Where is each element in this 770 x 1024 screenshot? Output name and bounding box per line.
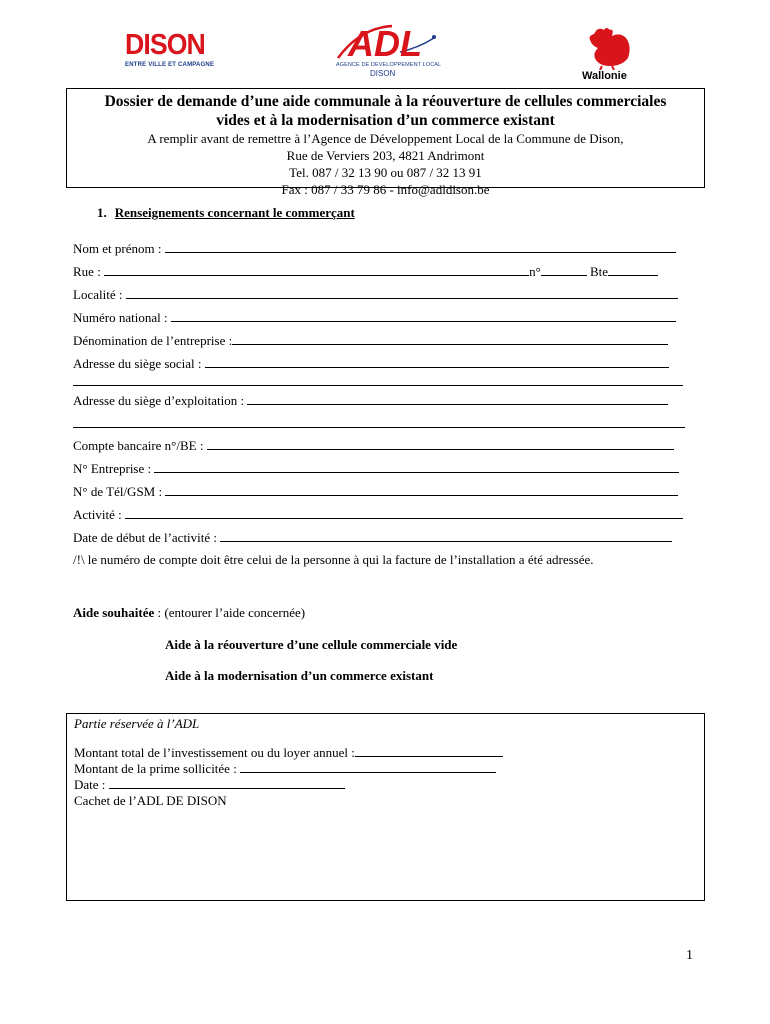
field-activite-input[interactable]	[125, 508, 683, 519]
field-montant-total-label: Montant total de l’investissement ou du loyer annuel :	[74, 745, 355, 760]
field-rue	[73, 264, 658, 280]
field-siege-exploitation-line2[interactable]	[73, 427, 685, 428]
page-number: 1	[686, 948, 693, 963]
field-nom-input[interactable]	[165, 242, 676, 253]
subtitle-line2: Rue de Verviers 203, 4821 Andrimont	[286, 148, 485, 163]
field-tel-input[interactable]	[165, 485, 678, 496]
field-date-input[interactable]	[109, 778, 345, 789]
field-siege-exploitation-input[interactable]	[247, 394, 668, 405]
field-localite-input[interactable]	[126, 288, 678, 299]
aide-option-modernisation[interactable]: Aide à la modernisation d’un commerce existant	[165, 668, 434, 683]
section-heading	[97, 205, 355, 221]
field-date-debut	[73, 530, 672, 546]
rooster-icon	[580, 24, 640, 70]
aide-souhaitee	[73, 605, 305, 621]
adl-logo-line1: AGENCE DE DEVELOPPEMENT LOCAL	[336, 62, 442, 68]
field-siege-exploitation-label: Adresse du siège d’exploitation :	[73, 393, 245, 408]
field-denomination	[73, 333, 668, 349]
field-denomination-input[interactable]	[232, 334, 668, 345]
field-entreprise	[73, 461, 679, 477]
subtitle-line4: Fax : 087 / 33 79 86 - info@adldison.be	[281, 182, 490, 197]
adl-logo-line2: DISON	[370, 69, 396, 78]
field-prime	[74, 761, 496, 777]
field-prime-label: Montant de la prime sollicitée :	[74, 761, 237, 776]
document-title-line2: vides et à la modernisation d’un commerce existant	[216, 112, 555, 129]
field-siege-social-input[interactable]	[205, 357, 669, 368]
section-number: 1.	[97, 205, 107, 220]
aide-option-reouverture[interactable]: Aide à la réouverture d’une cellule commerciale vide	[165, 637, 458, 652]
field-activite	[73, 507, 683, 523]
field-date-debut-input[interactable]	[220, 531, 672, 542]
wallonie-logo-label: Wallonie	[582, 70, 627, 82]
adl-box-title: Partie réservée à l’ADL	[74, 716, 200, 731]
dison-logo	[125, 30, 217, 74]
field-compte	[73, 438, 674, 454]
field-siege-exploitation	[73, 393, 668, 409]
field-entreprise-input[interactable]	[154, 462, 679, 473]
section-title: Renseignements concernant le commerçant	[114, 205, 355, 220]
field-entreprise-label: N° Entreprise :	[73, 461, 152, 476]
field-nom	[73, 241, 676, 257]
field-tel	[73, 484, 678, 500]
field-compte-label: Compte bancaire n°/BE :	[73, 438, 204, 453]
field-numero-label: n°	[529, 264, 541, 279]
field-date-label: Date :	[74, 777, 106, 792]
field-numero-national	[73, 310, 676, 326]
adl-logo-word: ADL	[348, 23, 422, 64]
field-siege-social-line2[interactable]	[73, 385, 683, 386]
field-tel-label: N° de Tél/GSM :	[73, 484, 163, 499]
field-localite-label: Localité :	[73, 287, 123, 302]
field-numero-national-input[interactable]	[171, 311, 676, 322]
field-rue-input[interactable]	[104, 265, 529, 276]
document-title-line1: Dossier de demande d’une aide communale à la réouverture de cellules commerciales	[104, 93, 667, 110]
field-numero-input[interactable]	[541, 265, 587, 276]
field-prime-input[interactable]	[240, 762, 496, 773]
field-activite-label: Activité :	[73, 507, 122, 522]
field-date-debut-label: Date de début de l’activité :	[73, 530, 218, 545]
field-bte-label: Bte	[590, 264, 609, 279]
field-date	[74, 777, 345, 793]
adl-logo-mark	[330, 18, 440, 64]
adl-logo	[330, 18, 440, 84]
field-localite	[73, 287, 678, 303]
field-denomination-label: Dénomination de l’entreprise :	[73, 333, 233, 348]
field-numero-national-label: Numéro national :	[73, 310, 168, 325]
subtitle-line3: Tel. 087 / 32 13 90 ou 087 / 32 13 91	[289, 165, 482, 180]
field-montant-total-input[interactable]	[355, 746, 503, 757]
dison-logo-tagline: ENTRE VILLE ET CAMPAGNE	[125, 62, 215, 68]
field-montant-total	[74, 745, 503, 761]
aide-label: Aide souhaitée	[73, 605, 155, 620]
adl-cachet-label: Cachet de l’ADL DE DISON	[74, 793, 227, 808]
field-siege-social-label: Adresse du siège social :	[73, 356, 202, 371]
subtitle-line1: A remplir avant de remettre à l’Agence de Développement Local de la Commune de Dison,	[147, 131, 624, 146]
field-bte-input[interactable]	[608, 265, 658, 276]
field-nom-label: Nom et prénom :	[73, 241, 162, 256]
wallonie-logo	[580, 24, 640, 86]
field-rue-label: Rue :	[73, 264, 101, 279]
adl-reserved-box	[66, 713, 705, 901]
account-note: /!\ le numéro de compte doit être celui de la personne à qui la facture de l’installation a été adressée.	[73, 552, 594, 567]
field-compte-input[interactable]	[207, 439, 674, 450]
field-siege-social	[73, 356, 669, 372]
dison-logo-word: DISON	[125, 29, 205, 61]
title-box	[66, 88, 705, 197]
aide-hint: : (entourer l’aide concernée)	[154, 605, 306, 620]
